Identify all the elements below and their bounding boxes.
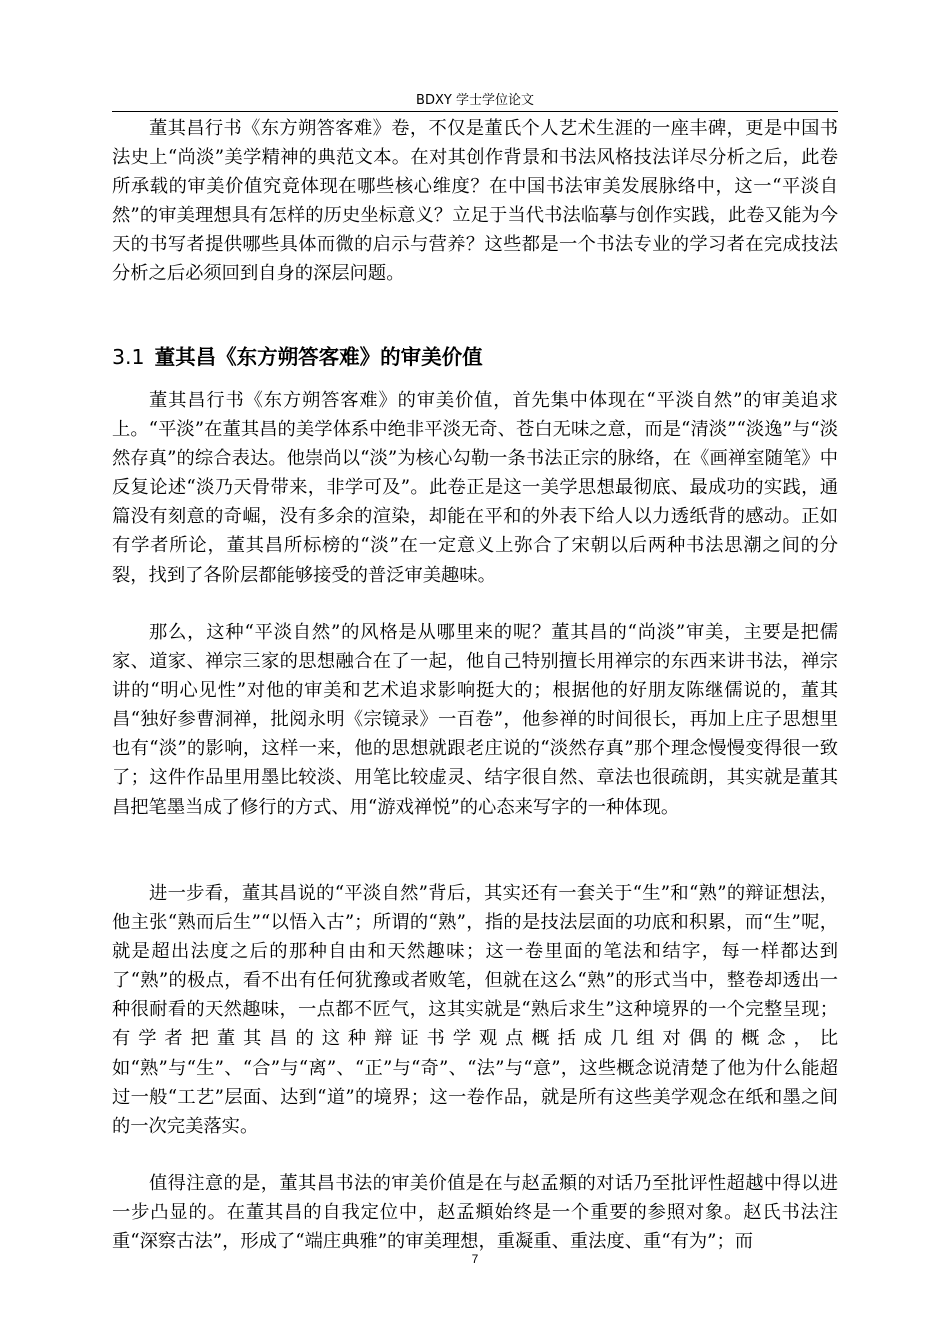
section-number: 3.1	[112, 345, 145, 369]
body-paragraph: 那么，这种“平淡自然”的风格是从哪里来的呢？董其昌的“尚淡”审美，主要是把儒家、道家、禅宗三家的思想融合在了一起，他自己特别擅长用禅宗的东西来讲书法，禅宗讲的“明心见性”对他的审美和艺术追求影响挺大的；根据他的好朋友陈继儒说的，董其昌“独好参曹洞禅，批阅永明《宗镜录》一百卷”，他参禅的时间很长，再加上庄子思想里也有“淡”的影响，这样一来，他的思想就跟老庄说的“淡然存真”那个理念慢慢变得很一致了；这件作品里用墨比较淡、用笔比较虚灵、结字很自然、章法也很疏朗，其实就是董其昌把笔墨当成了修行的方式、用“游戏禅悦”的心态来写字的一种体现。	[112, 622, 838, 818]
body-paragraph: 董其昌行书《东方朔答客难》的审美价值，首先集中体现在“平淡自然”的审美追求上。“平淡”在董其昌的美学体系中绝非平淡无奇、苍白无味之意，而是“清淡”“淡逸”与“淡然存真”的综合表达。他崇尚以“淡”为核心勾勒一条书法正宗的脉络，在《画禅室随笔》中反复论述“淡乃天骨带来，非学可及”。此卷正是这一美学思想最彻底、最成功的实践，通篇没有刻意的奇崛，没有多余的渲染，却能在平和的外表下给人以力透纸背的感动。正如有学者所论，董其昌所标榜的“淡”在一定意义上弥合了宋朝以后两种书法思潮之间的分裂，找到了各阶层都能够接受的普泛审美趣味。	[112, 390, 838, 586]
section-title: 董其昌《东方朔答客难》的审美价值	[154, 345, 483, 369]
running-header: BDXY 学士学位论文	[416, 93, 534, 108]
section-heading	[112, 343, 838, 371]
body-paragraph: 进一步看，董其昌说的“平淡自然”背后，其实还有一套关于“生”和“熟”的辩证想法，他主张“熟而后生”“以悟入古”；所谓的“熟”，指的是技法层面的功底和积累，而“生”呢，就是超出法度之后的那种自由和天然趣味；这一卷里面的笔法和结字，每一样都达到了“熟”的极点，看不出有任何犹豫或者败笔，但就在这么“熟”的形式当中，整卷却透出一种很耐看的天然趣味，一点都不匠气，这其实就是“熟后求生”这种境界的一个完整呈现；有学者把董其昌的这种辩证书学观点概括成几组对偶的概念，比如“熟”与“生”、“合”与“离”、“正”与“奇”、“法”与“意”，这些概念说清楚了他为什么能超过一般“工艺”层面、达到“道”的境界；这一卷作品，就是所有这些美学观念在纸和墨之间的一次完美落实。	[112, 883, 838, 1137]
page-number: 7	[471, 1252, 479, 1266]
body-paragraph: 值得注意的是，董其昌书法的审美价值是在与赵孟頫的对话乃至批评性超越中得以进一步凸显的。在董其昌的自我定位中，赵孟頫始终是一个重要的参照对象。赵氏书法注重“深察古法”，形成了“端庄典雅”的审美理想，重凝重、重法度、重“有为”；而	[112, 1173, 838, 1253]
header-divider	[112, 111, 838, 112]
intro-paragraph: 董其昌行书《东方朔答客难》卷，不仅是董氏个人艺术生涯的一座丰碑，更是中国书法史上“尚淡”美学精神的典范文本。在对其创作背景和书法风格技法详尽分析之后，此卷所承载的审美价值究竟体现在哪些核心维度？在中国书法审美发展脉络中，这一“平淡自然”的审美理想具有怎样的历史坐标意义？立足于当代书法临摹与创作实践，此卷又能为今天的书写者提供哪些具体而微的启示与营养？这些都是一个书法专业的学习者在完成技法分析之后必须回到自身的深层问题。	[112, 118, 838, 285]
